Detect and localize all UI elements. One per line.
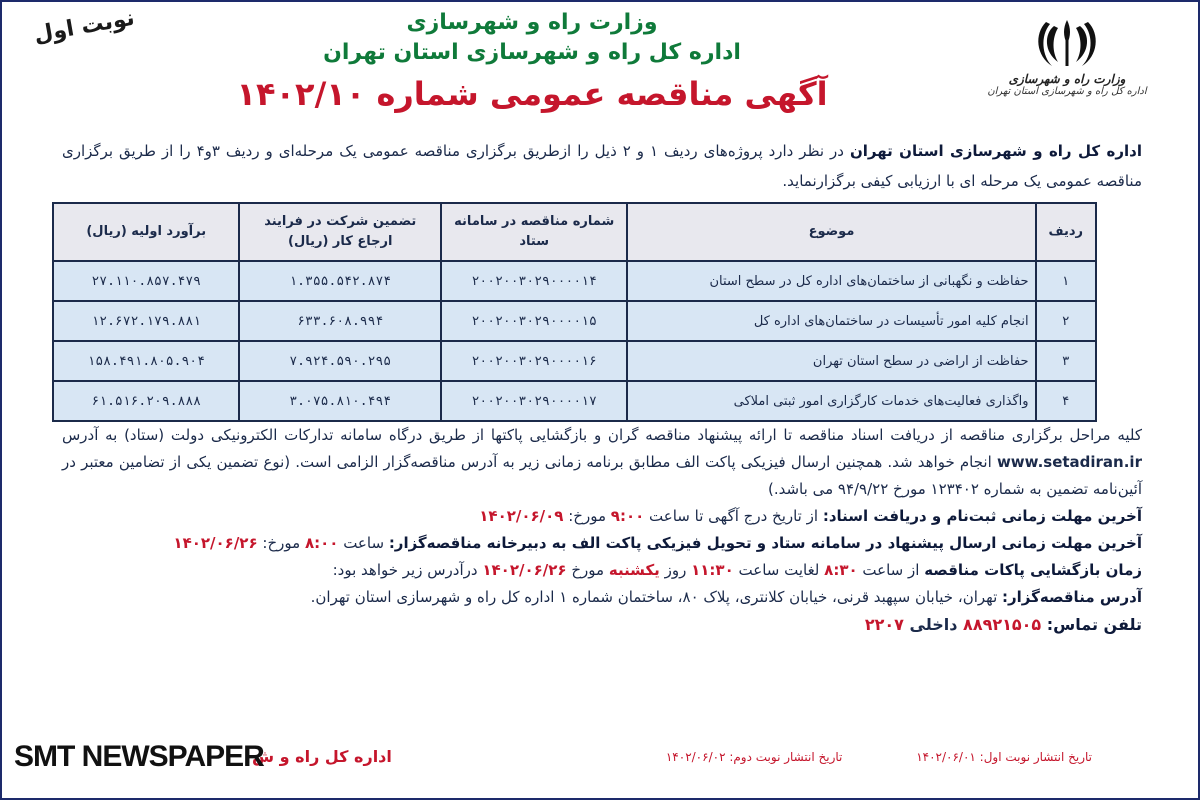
setadiran-link[interactable]: www.setadiran.ir xyxy=(996,453,1142,471)
row-number: ۴ xyxy=(1037,382,1095,420)
deadline-registration-date: ۱۴۰۲/۰۶/۰۹ xyxy=(479,507,564,525)
deadline-submission-date: ۱۴۰۲/۰۶/۲۶ xyxy=(173,534,258,552)
deadline-submission-date-label: مورخ: xyxy=(262,534,301,552)
row-guarantee: ۶۳۳.۶۰۸.۹۹۴ xyxy=(240,302,440,340)
process-text-a: کلیه مراحل برگزاری مناقصه از دریافت اسناد مناقصه تا ارائه پیشنهاد مناقصه گران و بازگشایی پاکتها از طریق درگاه سامانه تدارکات الکترونیکی دولت (ستاد) به آدرس xyxy=(62,426,1142,444)
deadline-submission-text: ساعت xyxy=(343,534,385,552)
col-estimate-header: برآورد اولیه (ریال) xyxy=(54,204,238,260)
col-row-header: ردیف xyxy=(1037,204,1095,260)
deadline-registration-text: از تاریخ درج آگهی تا ساعت xyxy=(649,507,819,525)
intro-text: در نظر دارد پروژه‌های ردیف ۱ و ۲ ذیل را ازطریق برگزاری مناقصه عمومی یک مرحله‌ای و ردیف ۳و۴ را از طریق برگزاری مناقصه عمومی یک مرحله ای با ارزیابی کیفی برگزارنماید. xyxy=(62,142,1142,190)
logo-ministry-text: وزارت راه و شهرسازی xyxy=(1008,72,1126,86)
row-guarantee: ۷.۹۲۴.۵۹۰.۲۹۵ xyxy=(240,342,440,380)
process-text-b: انجام خواهد شد. همچنین ارسال فیزیکی پاکت الف مطابق برنامه زمانی زیر به آدرس مناقصه‌گزار الزامی است. (نوع تضمین یکی از تضامین معتبر در آئین‌نامه تضمین به شماره ۱۲۳۴۰۲ مورخ ۹۴/۹/۲۲ می باشد.) xyxy=(62,453,1142,498)
ministry-logo xyxy=(972,16,1162,126)
row-tender-number: ۲۰۰۲۰۰۳۰۲۹۰۰۰۰۱۵ xyxy=(442,302,626,340)
deadline-submission xyxy=(62,530,1142,557)
row-tender-number: ۲۰۰۲۰۰۳۰۲۹۰۰۰۰۱۶ xyxy=(442,342,626,380)
office-name: اداره کل راه و شهرسازی استان تهران xyxy=(323,40,741,65)
intro-paragraph xyxy=(62,136,1142,196)
signature-text: اداره کل راه و ش xyxy=(252,747,392,766)
extension-label: داخلی xyxy=(909,615,958,634)
deadline-submission-label: آخرین مهلت زمانی ارسال پیشنهاد در سامانه ستاد و تحویل فیزیکی پاکت الف به دبیرخانه مناقصه‌گزار: xyxy=(388,534,1142,552)
opening-from-label: از ساعت xyxy=(862,561,920,579)
col-subject-header: موضوع xyxy=(628,204,1034,260)
iran-emblem-icon xyxy=(1032,16,1102,72)
row-number: ۲ xyxy=(1037,302,1095,340)
opening-time xyxy=(62,557,1142,584)
row-estimate: ۱۵۸.۴۹۱.۸۰۵.۹۰۴ xyxy=(54,342,238,380)
address-label: آدرس مناقصه‌گزار: xyxy=(1002,588,1142,606)
round-stamp: نوبت اول xyxy=(32,5,137,48)
table-row xyxy=(54,342,1095,380)
row-subject: انجام کلیه امور تأسیسات در ساختمان‌های اداره کل xyxy=(628,302,1034,340)
deadline-registration-time: ۹:۰۰ xyxy=(610,507,645,525)
table-header-row xyxy=(54,204,1095,260)
notice-header xyxy=(2,2,1200,137)
opening-date: ۱۴۰۲/۰۶/۲۶ xyxy=(482,561,567,579)
opening-date-label: مورخ xyxy=(571,561,605,579)
intro-org: اداره کل راه و شهرسازی استان تهران xyxy=(849,142,1142,160)
title-block xyxy=(152,8,912,116)
second-publication-date: تاریخ انتشار نوبت دوم: ۱۴۰۲/۰۶/۰۲ xyxy=(665,750,843,764)
row-number: ۱ xyxy=(1037,262,1095,300)
tender-table xyxy=(52,202,1097,422)
row-number: ۳ xyxy=(1037,342,1095,380)
row-subject: حفاظت و نگهبانی از ساختمان‌های اداره کل در سطح استان xyxy=(628,262,1034,300)
deadline-registration-date-label: مورخ: xyxy=(568,507,607,525)
col-guarantee-header: تضمین شرکت در فرایند ارجاع کار (ریال) xyxy=(240,204,440,260)
row-subject: واگذاری فعالیت‌های خدمات کارگزاری امور ثبتی املاکی xyxy=(628,382,1034,420)
deadline-registration-label: آخرین مهلت زمانی ثبت‌نام و دریافت اسناد: xyxy=(822,507,1142,525)
notice-title: آگهی مناقصه عمومی شماره ۱۴۰۲/۱۰ xyxy=(236,75,828,113)
opening-to-label: لغایت ساعت xyxy=(738,561,820,579)
row-estimate: ۶۱.۵۱۶.۲۰۹.۸۸۸ xyxy=(54,382,238,420)
row-subject: حفاظت از اراضی در سطح استان تهران xyxy=(628,342,1034,380)
col-tender-number-header: شماره مناقصه در سامانه ستاد xyxy=(442,204,626,260)
first-publication-date: تاریخ انتشار نوبت اول: ۱۴۰۲/۰۶/۰۱ xyxy=(916,750,1092,764)
table-row xyxy=(54,262,1095,300)
publication-dates xyxy=(502,750,1092,764)
table-row xyxy=(54,302,1095,340)
opening-address-text: درآدرس زیر خواهد بود: xyxy=(332,561,478,579)
phone-number: ۸۸۹۲۱۵۰۵ xyxy=(963,615,1042,634)
deadline-submission-time: ۸:۰۰ xyxy=(304,534,339,552)
phone-label: تلفن تماس: xyxy=(1046,615,1142,634)
row-guarantee: ۱.۳۵۵.۵۴۲.۸۷۴ xyxy=(240,262,440,300)
opening-label: زمان بازگشایی پاکات مناقصه xyxy=(924,561,1142,579)
row-tender-number: ۲۰۰۲۰۰۳۰۲۹۰۰۰۰۱۷ xyxy=(442,382,626,420)
contact-phone xyxy=(62,611,1142,638)
opening-day-label: روز xyxy=(664,561,687,579)
row-estimate: ۱۲.۶۷۲.۱۷۹.۸۸۱ xyxy=(54,302,238,340)
row-estimate: ۲۷.۱۱۰.۸۵۷.۴۷۹ xyxy=(54,262,238,300)
notice-body xyxy=(62,422,1142,638)
address-text: تهران، خیابان سپهبد قرنی، خیابان کلانتری، پلاک ۸۰، ساختمان شماره ۱ اداره کل راه و شهرسازی استان تهران. xyxy=(310,588,998,606)
row-tender-number: ۲۰۰۲۰۰۳۰۲۹۰۰۰۰۱۴ xyxy=(442,262,626,300)
opening-to-time: ۱۱:۳۰ xyxy=(691,561,734,579)
table-row xyxy=(54,382,1095,420)
opening-day: یکشنبه xyxy=(608,561,660,579)
opening-from-time: ۸:۳۰ xyxy=(824,561,858,579)
deadline-registration xyxy=(62,503,1142,530)
organizer-address xyxy=(62,584,1142,611)
row-guarantee: ۳.۰۷۵.۸۱۰.۴۹۴ xyxy=(240,382,440,420)
ministry-name: وزارت راه و شهرسازی xyxy=(406,10,658,35)
logo-office-text: اداره کل راه و شهرسازی استان تهران xyxy=(987,86,1147,97)
process-paragraph xyxy=(62,422,1142,503)
smt-newspaper-watermark: SMT NEWSPAPER xyxy=(14,740,264,773)
extension-number: ۲۲۰۷ xyxy=(864,615,904,634)
